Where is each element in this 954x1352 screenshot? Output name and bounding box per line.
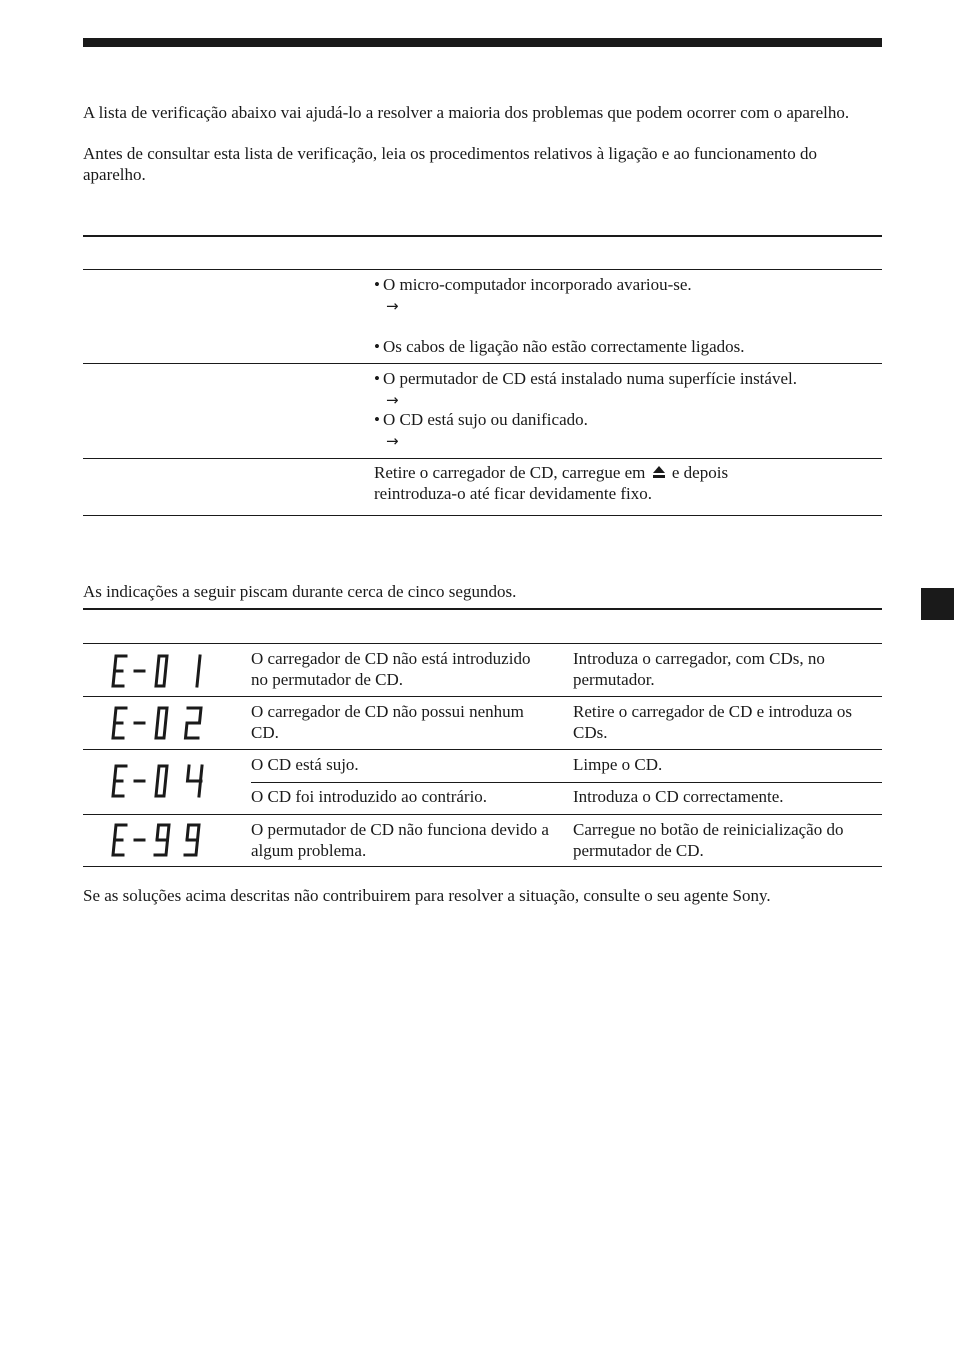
cause-text: • O permutador de CD está instalado numa superfície instável. bbox=[374, 368, 797, 389]
error-solution: Introduza o carregador, com CDs, no permutador. bbox=[573, 649, 825, 689]
row-divider bbox=[83, 814, 882, 815]
error-cause: O CD foi introduzido ao contrário. bbox=[251, 787, 488, 806]
error-table-bottom-rule bbox=[83, 866, 882, 867]
error-code-e02-display bbox=[108, 705, 208, 746]
error-code-e04-display bbox=[108, 763, 208, 804]
table-header-rule bbox=[83, 269, 882, 270]
arrow-icon: → bbox=[386, 391, 399, 409]
arrow-icon: → bbox=[386, 432, 399, 450]
row-divider bbox=[83, 458, 882, 459]
row-divider bbox=[83, 749, 882, 750]
error-solution: Carregue no botão de reinicialização do permutador de CD. bbox=[573, 820, 844, 860]
error-cause: O CD está sujo. bbox=[251, 755, 359, 774]
solution-text-line-2: reintroduza-o até ficar devidamente fixo. bbox=[374, 484, 653, 503]
error-cause: O permutador de CD não funciona devido a algum problema. bbox=[251, 820, 549, 860]
intro-paragraph-2: Antes de consultar esta lista de verificação, leia os procedimentos relativos à ligação e ao funcionamento do aparelho. bbox=[83, 144, 818, 184]
footer-note: Se as soluções acima descritas não contribuirem para resolver a situação, consulte o seu agente Sony. bbox=[83, 886, 771, 905]
intro-paragraph-1: A lista de verificação abaixo vai ajudá-lo a resolver a maioria dos problemas que podem ocorrer com o aparelho. bbox=[83, 103, 850, 122]
error-cause: O carregador de CD não possui nenhum CD. bbox=[251, 702, 524, 742]
table-bottom-rule bbox=[83, 515, 882, 516]
error-table-header-rule bbox=[83, 643, 882, 644]
side-tab-marker bbox=[921, 588, 954, 620]
cause-text: • O CD está sujo ou danificado. bbox=[374, 409, 588, 430]
row-divider bbox=[83, 696, 882, 697]
header-bar bbox=[83, 38, 882, 47]
error-code-e99-display bbox=[108, 822, 208, 863]
error-code-e01-display bbox=[108, 653, 208, 694]
error-table-top-rule bbox=[83, 608, 882, 610]
cause-text: • O micro-computador incorporado avariou-se. bbox=[374, 274, 692, 295]
table-top-rule bbox=[83, 235, 882, 237]
eject-icon bbox=[652, 463, 666, 484]
sub-row-divider bbox=[251, 782, 882, 783]
error-solution: Retire o carregador de CD e introduza os CDs. bbox=[573, 702, 852, 742]
row-divider bbox=[83, 363, 882, 364]
solution-text: Retire o carregador de CD, carregue em e depois bbox=[374, 463, 729, 482]
error-cause: O carregador de CD não está introduzido no permutador de CD. bbox=[251, 649, 531, 689]
cause-text: • Os cabos de ligação não estão correctamente ligados. bbox=[374, 336, 745, 357]
error-intro: As indicações a seguir piscam durante cerca de cinco segundos. bbox=[83, 582, 517, 601]
error-solution: Limpe o CD. bbox=[573, 755, 663, 774]
arrow-icon: → bbox=[386, 297, 399, 315]
error-solution: Introduza o CD correctamente. bbox=[573, 787, 784, 806]
